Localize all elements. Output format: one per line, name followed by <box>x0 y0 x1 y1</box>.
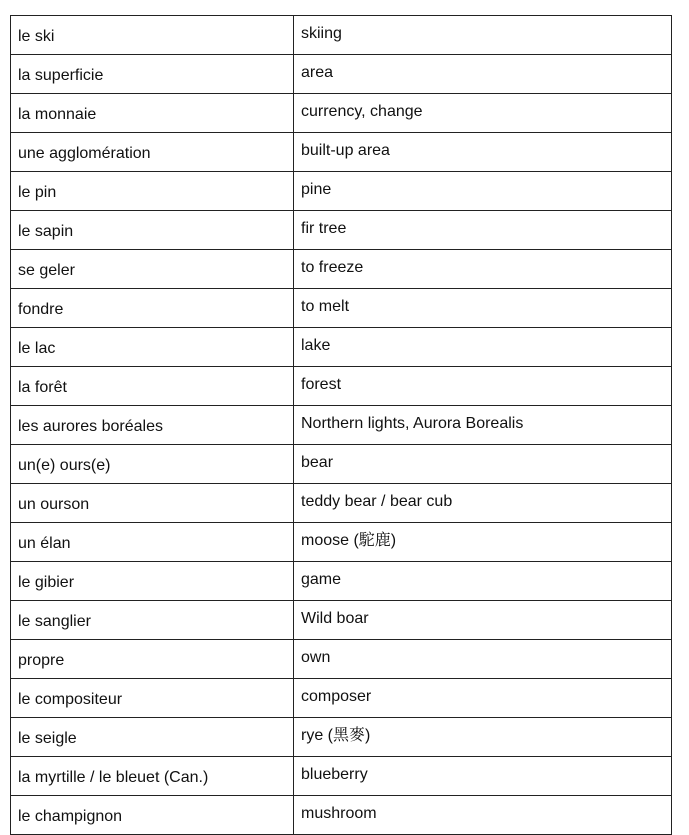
english-translation-cell: area <box>294 55 672 94</box>
table-row <box>11 562 672 601</box>
french-term-cell: un ourson <box>11 484 294 523</box>
table-row <box>11 211 672 250</box>
english-translation-cell: bear <box>294 445 672 484</box>
french-term-cell: le compositeur <box>11 679 294 718</box>
french-term-cell: la superficie <box>11 55 294 94</box>
english-translation-cell: fir tree <box>294 211 672 250</box>
english-translation-cell: lake <box>294 328 672 367</box>
english-translation-cell: Northern lights, Aurora Borealis <box>294 406 672 445</box>
english-translation-cell: currency, change <box>294 94 672 133</box>
french-term-cell: propre <box>11 640 294 679</box>
french-term-cell: le champignon <box>11 796 294 835</box>
vocabulary-table <box>10 15 672 835</box>
table-row <box>11 367 672 406</box>
table-row <box>11 757 672 796</box>
table-row <box>11 601 672 640</box>
english-translation-cell: game <box>294 562 672 601</box>
french-term-cell: se geler <box>11 250 294 289</box>
english-translation-cell: rye (黑麥) <box>294 718 672 757</box>
french-term-cell: les aurores boréales <box>11 406 294 445</box>
english-translation-cell: mushroom <box>294 796 672 835</box>
english-translation-cell: skiing <box>294 16 672 55</box>
french-term-cell: le seigle <box>11 718 294 757</box>
table-row <box>11 445 672 484</box>
french-term-cell: la myrtille / le bleuet (Can.) <box>11 757 294 796</box>
french-term-cell: un élan <box>11 523 294 562</box>
english-translation-cell: moose (駝鹿) <box>294 523 672 562</box>
table-row <box>11 133 672 172</box>
table-row <box>11 16 672 55</box>
english-translation-cell: teddy bear / bear cub <box>294 484 672 523</box>
english-translation-cell: composer <box>294 679 672 718</box>
vocabulary-table-body <box>11 16 672 835</box>
french-term-cell: le gibier <box>11 562 294 601</box>
french-term-cell: le sanglier <box>11 601 294 640</box>
english-translation-cell: forest <box>294 367 672 406</box>
english-translation-cell: to melt <box>294 289 672 328</box>
table-row <box>11 328 672 367</box>
table-row <box>11 289 672 328</box>
french-term-cell: le lac <box>11 328 294 367</box>
table-row <box>11 796 672 835</box>
french-term-cell: le pin <box>11 172 294 211</box>
table-row <box>11 94 672 133</box>
english-translation-cell: to freeze <box>294 250 672 289</box>
table-row <box>11 640 672 679</box>
table-row <box>11 484 672 523</box>
french-term-cell: un(e) ours(e) <box>11 445 294 484</box>
english-translation-cell: Wild boar <box>294 601 672 640</box>
french-term-cell: une agglomération <box>11 133 294 172</box>
table-row <box>11 523 672 562</box>
french-term-cell: la forêt <box>11 367 294 406</box>
table-row <box>11 172 672 211</box>
english-translation-cell: own <box>294 640 672 679</box>
table-row <box>11 406 672 445</box>
english-translation-cell: blueberry <box>294 757 672 796</box>
french-term-cell: le ski <box>11 16 294 55</box>
french-term-cell: fondre <box>11 289 294 328</box>
english-translation-cell: pine <box>294 172 672 211</box>
table-row <box>11 55 672 94</box>
french-term-cell: le sapin <box>11 211 294 250</box>
english-translation-cell: built-up area <box>294 133 672 172</box>
french-term-cell: la monnaie <box>11 94 294 133</box>
table-row <box>11 679 672 718</box>
table-row <box>11 250 672 289</box>
table-row <box>11 718 672 757</box>
